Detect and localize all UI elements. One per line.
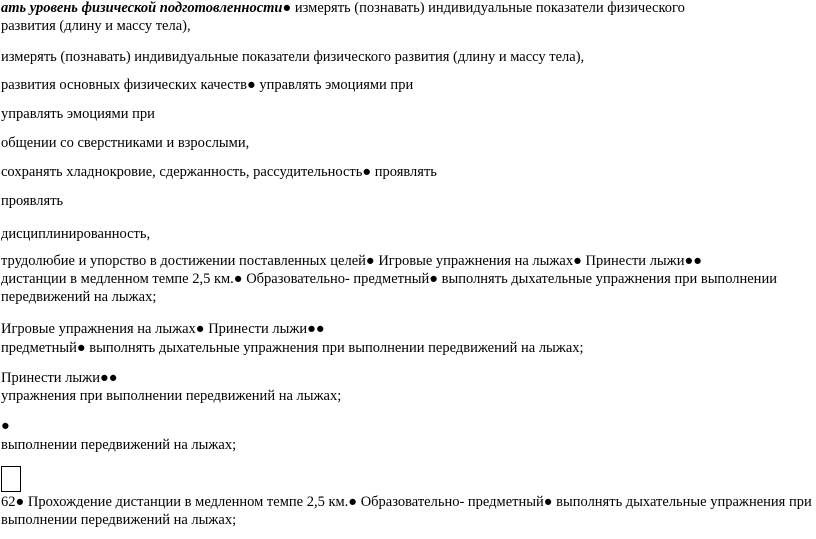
line-6: общении со сверстниками и взрослыми, [1,135,250,151]
bullet-icon: ● [362,164,372,180]
bullet-icon: ● [348,494,358,510]
line-8: проявлять [1,193,64,209]
section-heading: ать уровень физической подготовленности [1,0,283,16]
line-4 [1,77,413,94]
bullet-icon: ●● [307,321,325,337]
text-fragment: выполнять дыхательные упражнения при выполнении передвижений на лыжах; [85,340,584,356]
line-7 [1,164,437,181]
line-13 [1,321,325,338]
text-fragment: предметный [1,340,77,356]
line-2: развития (длину и массу тела), [1,18,191,34]
row-number: 62 [1,494,16,510]
line-1 [1,0,685,17]
text-fragment: дистанции в медленном темпе 2,5 км. [1,271,234,287]
empty-box [1,466,21,492]
line-11 [1,271,777,288]
line-15 [1,370,117,387]
line-9: дисциплинированность, [1,226,151,242]
bullet-icon: ● [246,77,256,93]
bullet-icon: ● [195,321,205,337]
text-fragment: Образовательно- предметный [357,494,544,510]
text-fragment: управлять эмоциями при [255,77,414,93]
bullet-icon: ● [365,253,375,269]
bullet-icon: ●● [684,253,702,269]
text-fragment: трудолюбие и упорство в достижении поставленных целей [1,253,366,269]
bullet-icon: ● [1,418,10,434]
bullet-icon: ● [233,271,243,287]
bullet-icon: ● [76,340,86,356]
bullet-icon: ● [282,0,292,16]
line-14 [1,340,584,357]
bullet-icon: ●● [99,370,118,386]
text-fragment: проявлять [371,164,437,180]
bullet-icon: ● [429,271,439,287]
bullet-icon: ● [573,253,582,269]
text-fragment: Образовательно- предметный [242,271,430,287]
text-fragment: развития основных физических качеств [1,77,247,93]
text-fragment: Прохождение дистанции в медленном темпе 2,5 км. [24,494,349,510]
text-fragment: сохранять хладнокровие, сдержанность, рассудительность [1,164,363,180]
text-fragment: Игровые упражнения на лыжах [374,253,574,269]
line-18: выполнении передвижений на лыжах; [1,437,237,453]
text-fragment: Игровые упражнения на лыжах [1,321,196,337]
text-fragment: выполнять дыхательные упражнения при [552,494,812,510]
text-fragment: Принести лыжи [581,253,685,269]
line-19 [1,494,812,511]
text-fragment: Принести лыжи [204,321,308,337]
line-12: передвижений на лыжах; [1,289,157,305]
line-5: управлять эмоциями при [1,106,155,122]
bullet-icon: ● [543,494,553,510]
line-3: измерять (познавать) индивидуальные показатели физического развития (длину и массу тела), [1,49,585,65]
text-fragment: Принести лыжи [1,370,100,386]
text-fragment: измерять (познавать) индивидуальные показатели физического [291,0,685,16]
text-fragment: выполнять дыхательные упражнения при выполнении [438,271,777,287]
line-10 [1,253,702,270]
line-16: упражнения при выполнении передвижений на лыжах; [1,388,342,404]
bullet-icon: ● [15,494,25,510]
line-20: выполнении передвижений на лыжах; [1,512,237,528]
